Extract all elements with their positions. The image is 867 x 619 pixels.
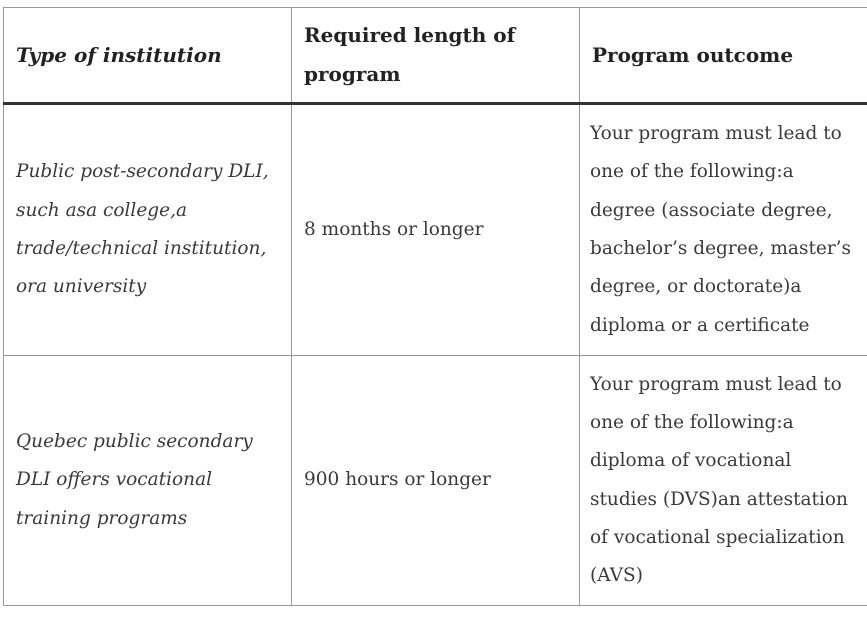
table-header <box>4 8 867 104</box>
header-program-outcome: Program outcome <box>580 8 867 104</box>
requirements-table-container <box>0 7 867 619</box>
table-row <box>4 356 867 606</box>
table-header-row <box>4 8 867 104</box>
header-type-of-institution: Type of institution <box>4 8 292 104</box>
header-required-length: Required length of program <box>292 8 580 104</box>
cell-program-outcome: Your program must lead to one of the following:a diploma of vocational studies (DVS)an attestation of vocational specialization (AVS) <box>580 356 867 606</box>
program-requirements-table <box>3 7 867 606</box>
cell-program-outcome: Your program must lead to one of the following:a degree (associate degree, bachelor’s degree, master’s degree, or doctorate)a diploma or a certificate <box>580 104 867 356</box>
table-body <box>4 104 867 606</box>
cell-program-length: 900 hours or longer <box>292 356 580 606</box>
cell-program-length: 8 months or longer <box>292 104 580 356</box>
cell-institution-type: Quebec public secondary DLI offers vocational training programs <box>4 356 292 606</box>
table-row <box>4 104 867 356</box>
cell-institution-type: Public post-secondary DLI, such asa college,a trade/technical institution, ora university <box>4 104 292 356</box>
